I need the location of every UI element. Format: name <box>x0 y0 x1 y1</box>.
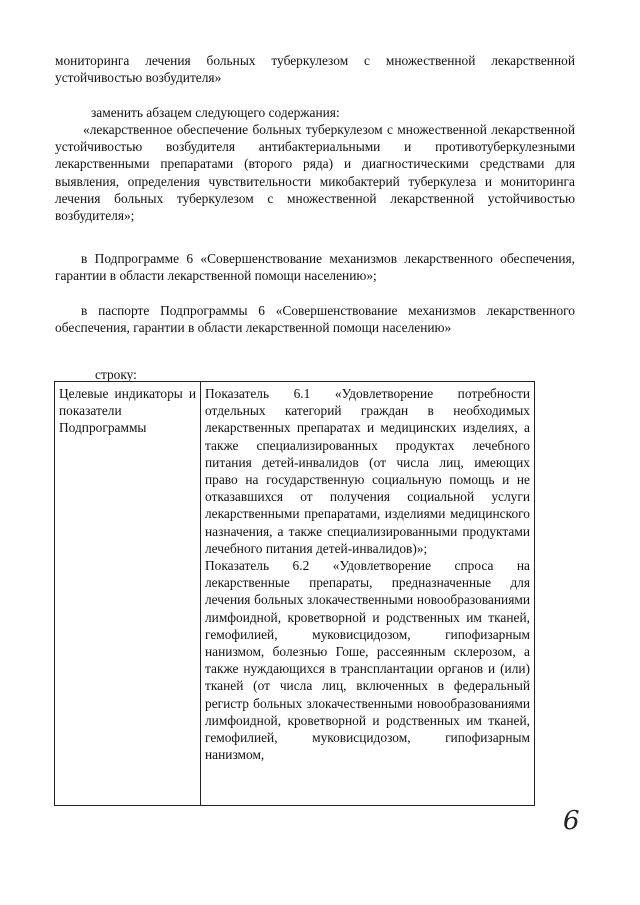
table-row <box>55 382 535 806</box>
paragraph-passport-subprogram-6: в паспорте Подпрограммы 6 «Совершенствование механизмов лекарственного обеспечения, гарантии в области лекарственной помощи населению» <box>55 303 575 336</box>
paragraph-subprogram-6: в Подпрограмме 6 «Совершенствование механизмов лекарственного обеспечения, гарантии в области лекарственной помощи населению»; <box>55 251 575 284</box>
paragraph-continuation: мониторинга лечения больных туберкулезом с множественной лекарственной устойчивостью возбудителя» <box>55 53 575 86</box>
indicators-heading: Целевые индикаторы и показатели Подпрограммы <box>59 386 196 436</box>
indicator-6-1: Показатель 6.1 «Удовлетворение потребности отдельных категорий граждан в необходимых лекарственных препаратах и медицинских изделиях, а также специализированных продуктах лечебного питания детей-инвалидов (от числа лиц, имеющих право на государственную социальную помощь и не отказавшихся от получения социальной услуги лекарственными препаратами, изделиями медицинского назначения, а также специализированными продуктами лечебного питания детей-инвалидов)»; <box>205 386 530 556</box>
line-label: строку: <box>95 367 137 382</box>
paragraph-new-content: «лекарственное обеспечение больных туберкулезом с множественной лекарственной устойчивостью возбудителя антибактериальными и противотуберкулезными лекарственными препаратами (второго ряда) и диагностическими средствами для выявления, определения чувствительности микобактерий туберкулеза и мониторинга лечения больных туберкулезом с множественной лекарственной устойчивостью возбудителя»; <box>55 122 575 224</box>
table-cell-left <box>55 382 201 806</box>
table-cell-right <box>201 382 535 806</box>
indicator-6-2: Показатель 6.2 «Удовлетворение спроса на лекарственные препараты, предназначенные для лечения больных злокачественными новообразованиями лимфоидной, кроветворной и родственных им тканей, гемофилией, муковисцидозом, гипофизарным нанизмом, болезнью Гоше, рассеянным склерозом, а также нуждающихся в трансплантации органов и (или) тканей (от числа лиц, включенных в федеральный регистр больных злокачественными новообразованиями лимфоидной, кроветворной и родственных им тканей, гемофилией, муковисцидозом, гипофизарным нанизмом, <box>205 558 530 763</box>
indicators-table <box>54 381 535 806</box>
paragraph-replace-instruction: заменить абзацем следующего содержания: <box>91 105 340 120</box>
page-number: 6 <box>563 806 580 836</box>
